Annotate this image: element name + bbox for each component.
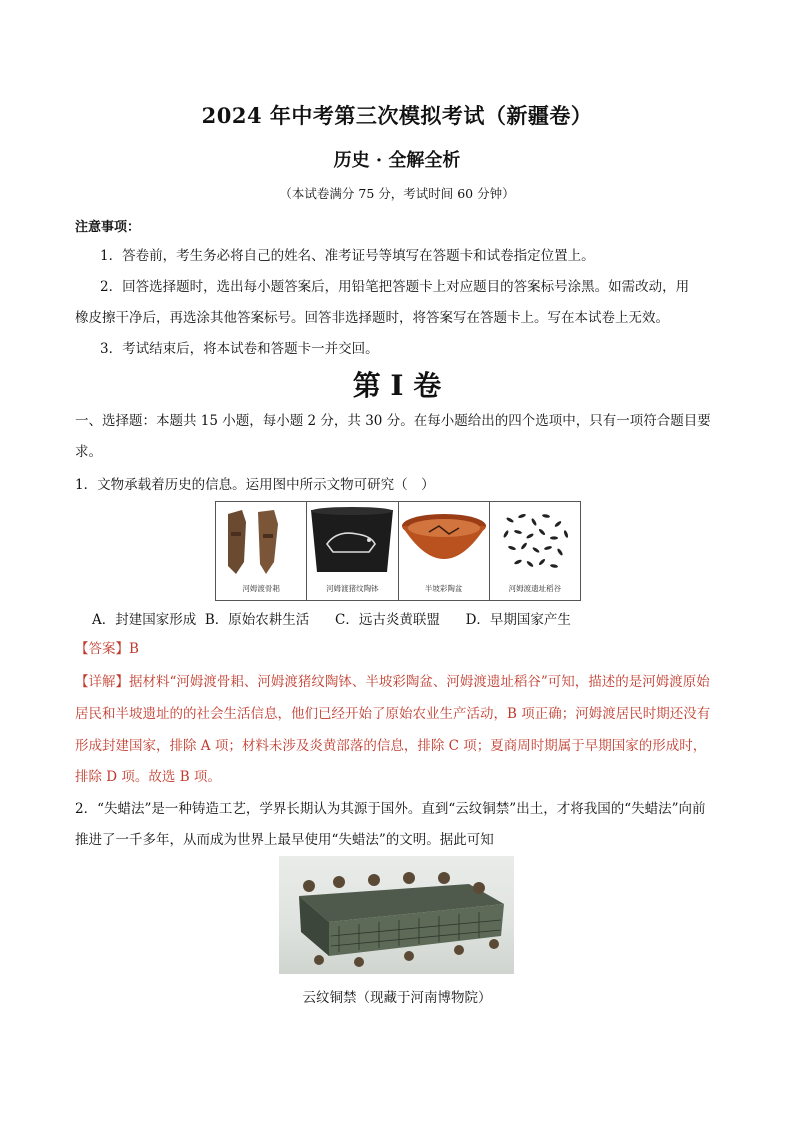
- section-title: 第 I 卷: [352, 369, 442, 402]
- painted-pottery-basin-image: [399, 502, 490, 600]
- page-title: 2024 年中考第三次模拟考试（新疆卷）: [201, 103, 593, 128]
- q1-explain-line3: 形成封建国家，排除 A 项；材料未涉及炎黄部落的信息，排除 C 项；夏商周时期属于早期国家的形成时，: [75, 738, 707, 754]
- score-info: （本试卷满分 75 分，考试时间 60 分钟）: [279, 186, 515, 201]
- bronze-jin-caption: 云纹铜禁（现藏于河南博物院）: [302, 990, 492, 1006]
- q1-stem: 1．文物承载着历史的信息。运用图中所示文物可研究（ ）: [75, 477, 435, 493]
- q2-stem-line1: 2．“失蜡法”是一种铸造工艺，学界长期认为其源于国外。直到“云纹铜禁”出土，才将我国的“失蜡法”向前: [75, 801, 706, 817]
- section-intro-line2: 求。: [75, 444, 102, 460]
- answer-label: 【答案】: [75, 641, 129, 657]
- section-intro-line1: 一、选择题：本题共 15 小题，每小题 2 分，共 30 分。在每小题给出的四个选项中，只有一项符合题目要: [75, 413, 711, 429]
- explain-label: 【详解】: [75, 674, 129, 690]
- q1-artifact-figure: [215, 501, 581, 601]
- q1-answer: [75, 634, 725, 665]
- notice-item-2-cont: 橡皮擦干净后，再选涂其他答案标号。回答非选择题时，将答案写在答题卡上。写在本试卷上无效。: [75, 310, 669, 326]
- notice-item-1: 1．答卷前，考生务必将自己的姓名、准考证号等填写在答题卡和试卷指定位置上。: [100, 248, 595, 264]
- q1-explain-line4: 排除 D 项。故选 B 项。: [75, 769, 221, 785]
- notice-item-2: 2．回答选择题时，选出每小题答案后，用铅笔把答题卡上对应题目的答案标号涂黑。如需改动，用: [100, 279, 690, 295]
- caption-painted-basin: 半坡彩陶盆: [424, 584, 463, 593]
- rice-grains-image: [490, 502, 580, 600]
- q1-explain-line1: [75, 667, 725, 698]
- q1-explain-line2: 居民和半坡遗址的的社会生活信息，他们已经开始了原始农业生产活动，B 项正确；河姆渡居民时期还没有: [75, 706, 711, 722]
- caption-rice-grains: 河姆渡遗址稻谷: [508, 584, 562, 593]
- answer-value: B: [129, 641, 139, 657]
- pig-pottery-bowl-image: [307, 502, 398, 600]
- notice-item-3: 3．考试结束后，将本试卷和答题卡一并交回。: [100, 341, 379, 357]
- caption-pig-bowl: 河姆渡猪纹陶钵: [326, 584, 379, 593]
- q2-stem-line2: 推进了一千多年，从而成为世界上最早使用“失蜡法”的文明。据此可知: [75, 832, 494, 848]
- bronze-jin-image: [279, 856, 514, 974]
- caption-bone-spade: 河姆渡骨耜: [242, 584, 280, 593]
- explain-text-1: 据材料“河姆渡骨耜、河姆渡猪纹陶钵、半坡彩陶盆、河姆渡遗址稻谷”可知，描述的是河姆渡原始: [129, 674, 710, 690]
- page-subtitle: 历史 · 全解全析: [333, 150, 461, 171]
- bone-spade-image: [216, 502, 307, 600]
- q1-options: A．封建国家形成 B．原始农耕生活 C．远古炎黄联盟 D．早期国家产生: [92, 612, 571, 628]
- notice-title: 注意事项：: [75, 220, 141, 235]
